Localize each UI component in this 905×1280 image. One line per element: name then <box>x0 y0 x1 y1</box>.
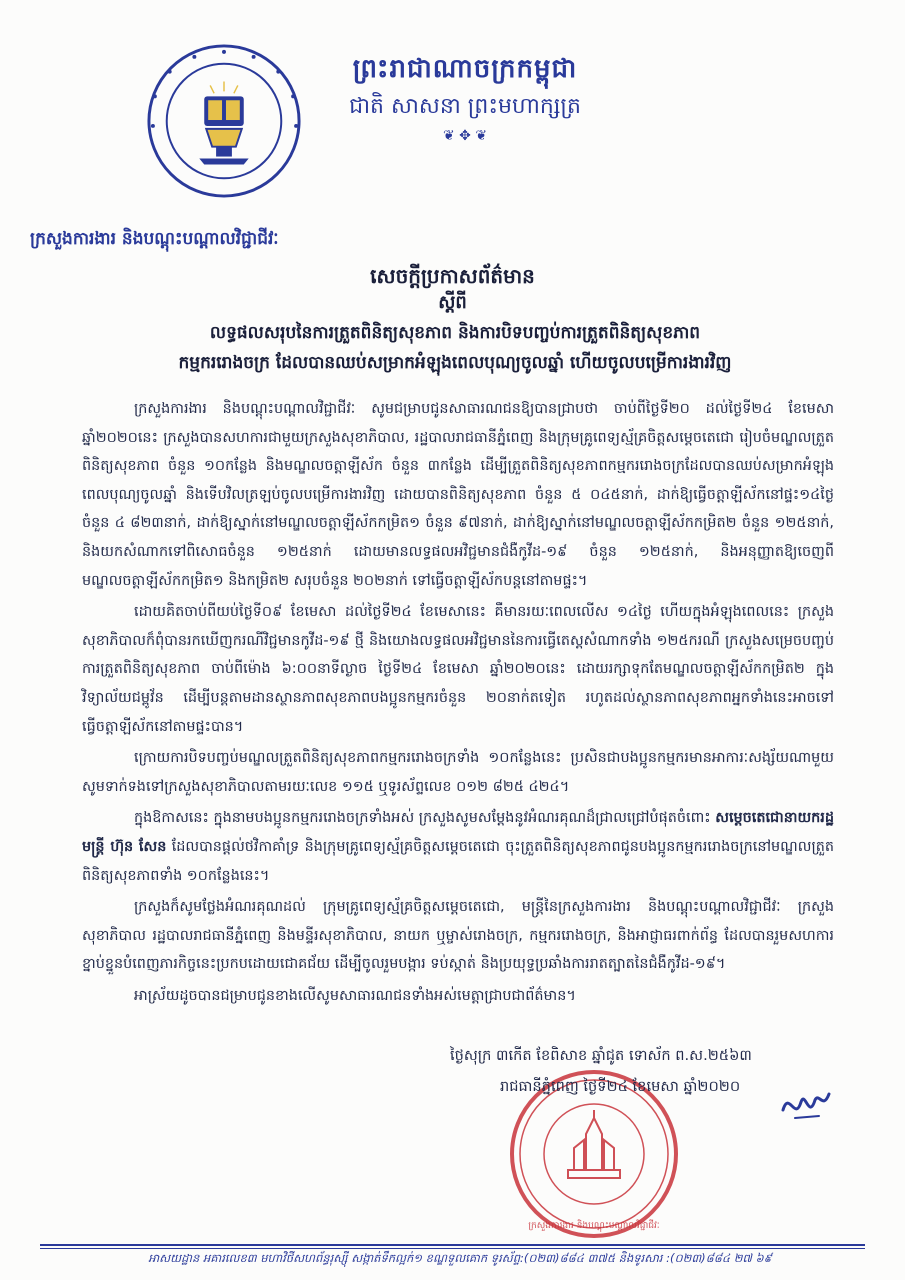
signature-mark <box>775 1080 835 1130</box>
ministry-logo <box>145 42 303 200</box>
paragraph-1: ក្រសួងការងារ និងបណ្តុះបណ្តាលវិជ្ជាជីវៈ សូមជម្រាបជូនសាធារណជនឱ្យបានជ្រាបថា ចាប់ពីថ្ងៃទី២០ ដល់ថ្ងៃទី២៤ ខែមេសា ឆ្នាំ២០២០នេះ ក្រសួងបានសហការជាមួយក្រសួងសុខាភិបាល, រដ្ឋបាលរាជធានីភ្នំពេញ និងក្រុមគ្រូពេទ្យស្ម័គ្រចិត្តសម្តេចតេជោ រៀបចំមណ្ឌលត្រួតពិនិត្យសុខភាព ចំនួន ១០កន្លែង និងមណ្ឌលចត្តាឡីស័ក ចំនួន ៣កន្លែង ដើម្បីត្រួតពិនិត្យសុខភាពកម្មកររោងចក្រដែលបានឈប់សម្រាកអំឡុងពេលបុណ្យចូលឆ្នាំ និងទើបវិលត្រឡប់ចូលបម្រើការងារវិញ ដោយបានពិនិត្យសុខភាព ចំនួន ៥ ០៤៥នាក់, ដាក់ឱ្យធ្វើចត្តាឡីស័កនៅផ្ទះ១៤ថ្ងៃ ចំនួន ៤ ៨២៣នាក់, ដាក់ឱ្យស្នាក់នៅមណ្ឌលចត្តាឡីស័កកម្រិត១ ចំនួន ៩៧នាក់, ដាក់ឱ្យស្នាក់នៅមណ្ឌលចត្តាឡីស័កកម្រិត២ ចំនួន ១២៥នាក់, និងយកសំណាកទៅពិសោធចំនួន ១២៥នាក់ ដោយមានលទ្ធផលអវិជ្ជមានជំងឺកូវីដ-១៩ ចំនួន ១២៥នាក់, និងអនុញ្ញាតឱ្យចេញពីមណ្ឌលចត្តាឡីស័កកម្រិត១ និងកម្រិត២ សរុបចំនួន ២០២នាក់ ទៅធ្វើចត្តាឡីស័កបន្តនៅតាមផ្ទះ។ <box>82 401 834 589</box>
footer-address: អាសយដ្ឋាន អគារលេខ៣ មហាវិថីសហព័ន្ធរុស្ស៊ី សង្កាត់ទឹកល្អក់១ ខណ្ឌទួលគោក ទូរស័ព្ទ:(០២៣)៨៨៤ ៣៧៥ និងទូរសារ :(០២៣)៨៨៤ ២៧ ៦៩ <box>148 1251 772 1265</box>
paragraph-5: ក្រសួងក៏សូមថ្លែងអំណរគុណដល់ ក្រុមគ្រូពេទ្យស្ម័គ្រចិត្តសម្តេចតេជោ, មន្ត្រីនៃក្រសួងការងារ និងបណ្តុះបណ្តាលវិជ្ជាជីវៈ ក្រសួងសុខាភិបាល រដ្ឋបាលរាជធានីភ្នំពេញ និងមន្ទីរសុខាភិបាល, នាយក ឬម្ចាស់រោងចក្រ, កម្មកររោងចក្រ, និងអាជ្ញាធរពាក់ព័ន្ធ ដែលបានរួមសហការខ្នាប់ខ្នួនបំពេញភារកិច្ចនេះប្រកបដោយជោគជ័យ ដើម្បីចូលរួមបង្ការ ទប់ស្កាត់ និងប្រយុទ្ធប្រឆាំងការរាតត្បាតនៃជំងឺកូវីដ-១៩។ <box>82 899 834 973</box>
paragraph-4-start: ក្នុងឱកាសនេះ ក្នុងនាមបងប្អូនកម្មកររោងចក្រទាំងអស់ ក្រសួងសូមសម្តែងនូវអំណរគុណដ៏ជ្រាលជ្រៅបំផុតចំពោះ <box>134 810 711 827</box>
ornament-divider: ❦ ✥ ❦ <box>442 128 488 144</box>
paragraph-2: ដោយគិតចាប់ពីយប់ថ្ងៃទី០៩ ខែមេសា ដល់ថ្ងៃទី២៤ ខែមេសានេះ គឺមានរយៈពេលលើស ១៤ថ្ងៃ ហើយក្នុងអំឡុងពេលនេះ ក្រសួងសុខាភិបាលក៏ពុំបានរកឃើញករណីវិជ្ជមានកូវីដ-១៩ ថ្មី និងយោងលទ្ធផលអវិជ្ជមាននៃការធ្វើតេស្តសំណាកទាំង ១២៥ករណី ក្រសួងសម្រេចបញ្ចប់ការត្រួតពិនិត្យសុខភាព ចាប់ពីម៉ោង ៦:០០នាទីល្ងាច ថ្ងៃទី២៤ ខែមេសា ឆ្នាំ២០២០នេះ ដោយរក្សាទុកតែមណ្ឌលចត្តាឡីស័កកម្រិត២ ក្នុងវិទ្យាល័យជម្ពូវ័ន ដើម្បីបន្តតាមដានស្ថានភាពសុខភាពបងប្អូនកម្មករចំនួន ២០នាក់តទៀត រហូតដល់ស្ថានភាពសុខភាពអ្នកទាំងនេះអាចទៅធ្វើចត្តាឡីស័កនៅតាមផ្ទះបាន។ <box>82 604 834 735</box>
place-date: រាជធានីភ្នំពេញ ថ្ងៃទី២៤ ខែមេសា ឆ្នាំ២០២០ <box>500 1078 741 1095</box>
national-motto: ជាតិ សាសនា ព្រះមហាក្សត្រ <box>349 94 581 119</box>
paragraph-6: អាស្រ័យដូចបានជម្រាបជូនខាងលើសូមសាធារណជនទាំងអស់មេត្តាជ្រាបជាព័ត៌មាន។ <box>134 987 576 1004</box>
kingdom-title: ព្រះរាជាណាចក្រកម្ពុជា <box>352 54 578 84</box>
footer-divider <box>40 1244 865 1246</box>
subject-line-1: លទ្ធផលសរុបនៃការត្រួតពិនិត្យសុខភាព និងការបិទបញ្ចប់ការត្រួតពិនិត្យសុខភាព <box>209 323 701 343</box>
paragraph-3: ក្រោយការបិទបញ្ចប់មណ្ឌលត្រួតពិនិត្យសុខភាពកម្មកររោងចក្រទាំង ១០កន្លែងនេះ ប្រសិនជាបងប្អូនកម្មករមានអាការៈសង្ស័យណាមួយ សូមទាក់ទងទៅក្រសួងសុខាភិបាលតាមរយៈលេខ ១១៥ ឬទូរស័ព្ទលេខ ០១២ ៨២៥ ៤២៤។ <box>82 750 834 795</box>
footer-divider-thin <box>40 1248 865 1249</box>
seal-text: ក្រសួងការងារ និងបណ្តុះបណ្តាលវិជ្ជាជីវៈ <box>528 1221 660 1231</box>
paragraph-4 <box>82 804 834 890</box>
lunar-date: ថ្ងៃសុក្រ ៣កើត ខែពិសាខ ឆ្នាំជូត ទោស័ក ព.ស.២៥៦៣ <box>450 1047 752 1064</box>
subject-line-2: កម្មកររោងចក្រ ដែលបានឈប់សម្រាកអំឡុងពេលបុណ្យចូលឆ្នាំ ហើយចូលបម្រើការងារវិញ <box>178 353 732 373</box>
paragraph-4-end: ដែលបានផ្តល់ថវិកាគាំទ្រ និងក្រុមគ្រូពេទ្យស្ម័គ្រចិត្តសម្តេចតេជោ ចុះត្រួតពិនិត្យសុខភាពជូនបងប្អូនកម្មកររោងចក្រនៅមណ្ឌលត្រួតពិនិត្យសុខភាពទាំង ១០កន្លែងនេះ។ <box>82 838 835 884</box>
body-text <box>82 395 834 1013</box>
document-about: ស្តីពី <box>438 292 467 313</box>
prime-minister-name: សម្តេចតេជោនាយករដ្ឋមន្ត្រី ហ៊ុន សែន <box>82 810 835 855</box>
ministry-name: ក្រសួងការងារ និងបណ្តុះបណ្តាលវិជ្ជាជីវៈ <box>30 229 279 249</box>
document-heading: សេចក្តីប្រកាសព័ត៌មាន <box>370 264 535 288</box>
